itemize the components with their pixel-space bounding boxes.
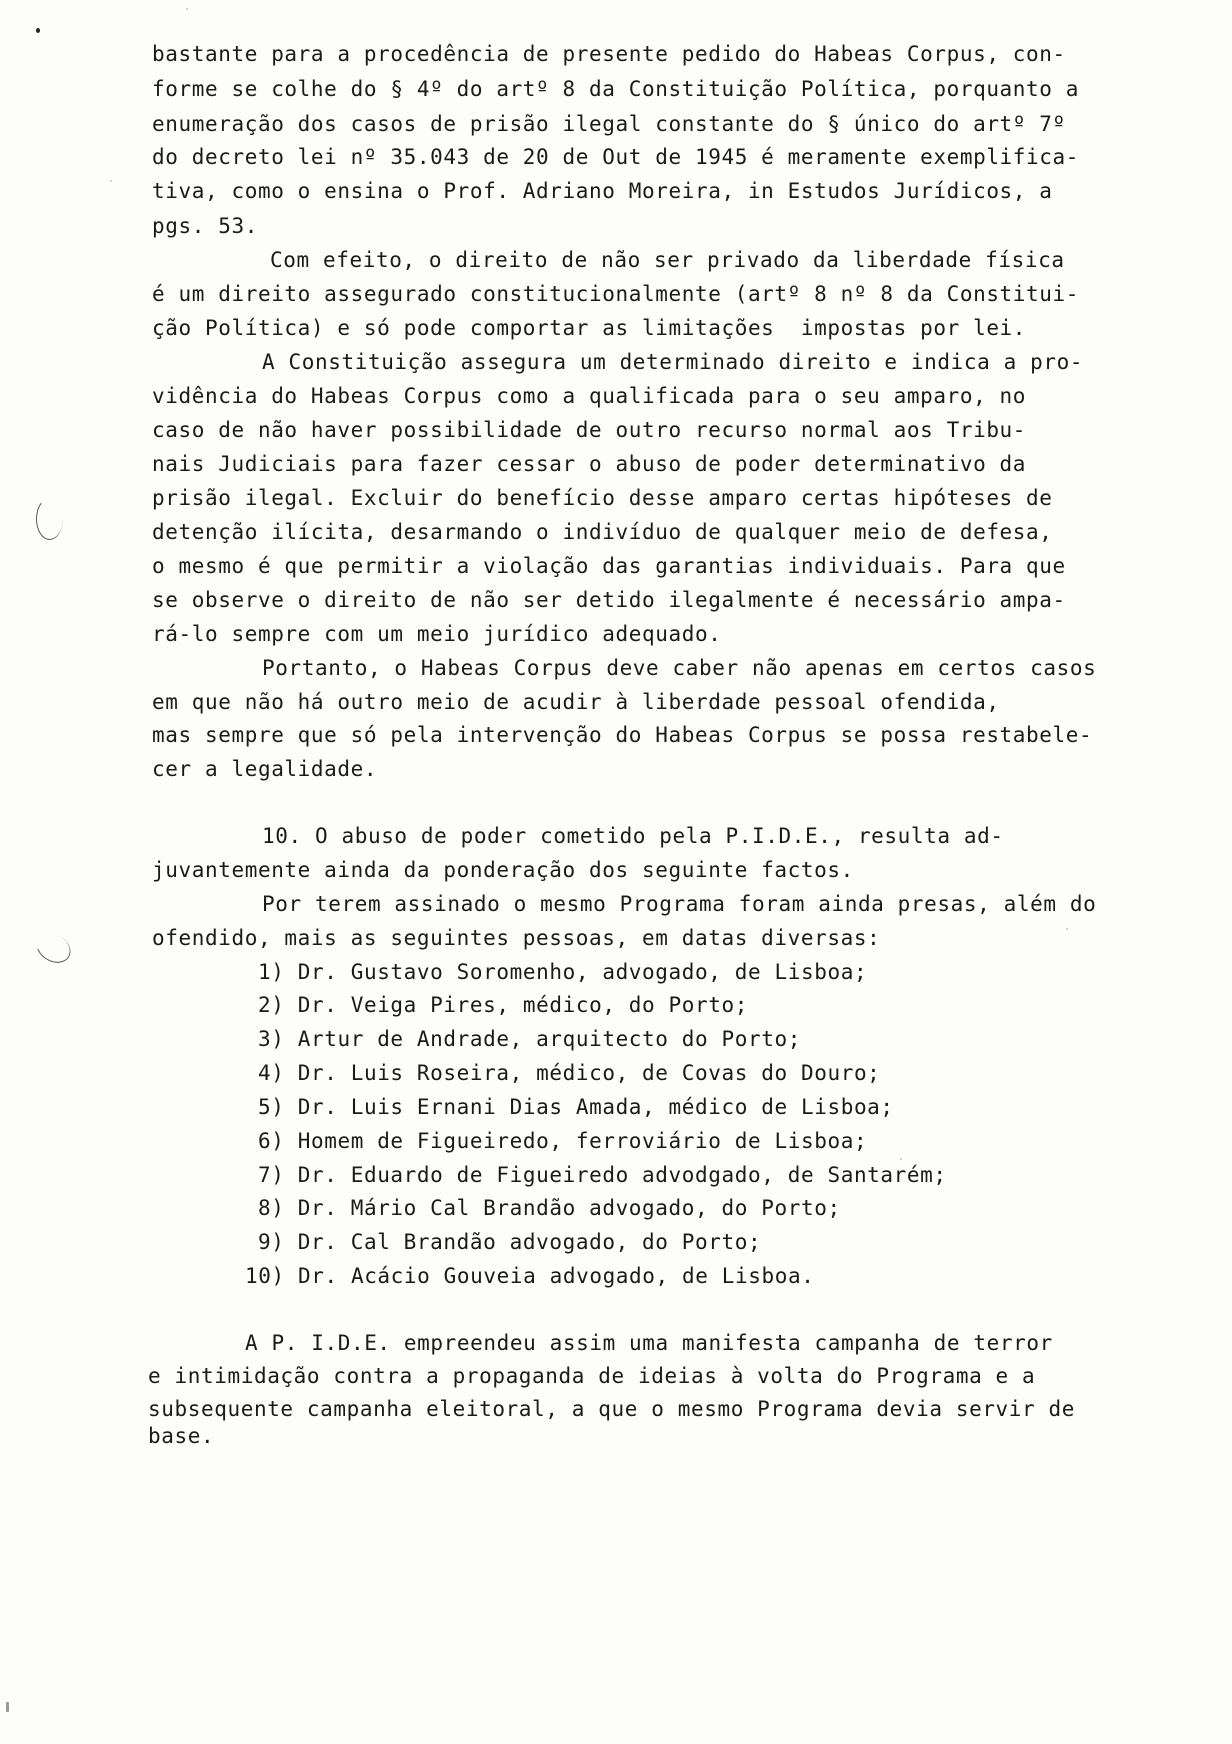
- paragraph-1-line-4: do decreto lei nº 35.043 de 20 de Out de 1945 é meramente exemplifica-: [152, 145, 1080, 169]
- person-list-item: 8) Dr. Mário Cal Brandão advogado, do Porto;: [258, 1196, 841, 1220]
- paragraph-6-line-4: base.: [148, 1424, 215, 1448]
- paragraph-5-line-2: ofendido, mais as seguintes pessoas, em datas diversas:: [152, 926, 881, 950]
- scan-speck: [1066, 928, 1068, 930]
- paragraph-6-line-3: subsequente campanha eleitoral, a que o mesmo Programa devia servir de: [148, 1397, 1076, 1421]
- paragraph-3-line-2: vidência do Habeas Corpus como a qualificada para o seu amparo, no: [152, 384, 1027, 408]
- paragraph-4-line-4: cer a legalidade.: [152, 757, 378, 781]
- paragraph-1-line-3: enumeração dos casos de prisão ilegal constante do § único do artº 7º: [152, 112, 1066, 136]
- scan-speck: [36, 28, 40, 33]
- paragraph-1-line-2: forme se colhe do § 4º do artº 8 da Constituição Política, porquanto a: [152, 77, 1080, 101]
- person-list-item: 9) Dr. Cal Brandão advogado, do Porto;: [258, 1230, 762, 1254]
- paragraph-3-line-7: o mesmo é que permitir a violação das garantias individuais. Para que: [152, 554, 1066, 578]
- person-list-item: 7) Dr. Eduardo de Figueiredo advodgado, de Santarém;: [258, 1163, 947, 1187]
- paragraph-1-line-5: tiva, como o ensina o Prof. Adriano Moreira, in Estudos Jurídicos, a: [152, 179, 1053, 203]
- punch-hole-mark: [36, 498, 63, 540]
- paragraph-2-line-2: é um direito assegurado constitucionalmente (artº 8 nº 8 da Constitui-: [152, 282, 1080, 306]
- person-list-item: 6) Homem de Figueiredo, ferroviário de Lisboa;: [258, 1129, 868, 1153]
- paragraph-4-line-1: Portanto, o Habeas Corpus deve caber não apenas em certos casos: [262, 656, 1097, 680]
- paragraph-3-line-3: caso de não haver possibilidade de outro recurso normal aos Tribu-: [152, 418, 1027, 442]
- paragraph-3-line-9: rá-lo sempre com um meio jurídico adequado.: [152, 622, 722, 646]
- scan-speck: [186, 8, 188, 10]
- person-list-item: 10) Dr. Acácio Gouveia advogado, de Lisboa.: [245, 1264, 815, 1288]
- scan-speck: [110, 180, 112, 182]
- paragraph-3-line-5: prisão ilegal. Excluir do benefício desse amparo certas hipóteses de: [152, 486, 1053, 510]
- section-10-line-1: 10. O abuso de poder cometido pela P.I.D.E., resulta ad-: [262, 824, 1004, 848]
- paragraph-3-line-8: se observe o direito de não ser detido ilegalmente é necessário ampa-: [152, 588, 1066, 612]
- paragraph-6-line-1: A P. I.D.E. empreendeu assim uma manifesta campanha de terror: [245, 1331, 1053, 1355]
- person-list-item: 3) Artur de Andrade, arquitecto do Porto;: [258, 1027, 801, 1051]
- person-list-item: 2) Dr. Veiga Pires, médico, do Porto;: [258, 993, 748, 1017]
- paragraph-3-line-1: A Constituição assegura um determinado direito e indica a pro-: [262, 350, 1084, 374]
- paragraph-2-line-1: Com efeito, o direito de não ser privado da liberdade física: [270, 248, 1065, 272]
- paragraph-1-line-6: pgs. 53.: [152, 214, 258, 238]
- person-list-item: 4) Dr. Luis Roseira, médico, de Covas do Douro;: [258, 1061, 881, 1085]
- scan-speck: [6, 1702, 9, 1712]
- paragraph-1-line-1: bastante para a procedência de presente pedido do Habeas Corpus, con-: [152, 42, 1066, 66]
- person-list-item: 5) Dr. Luis Ernani Dias Amada, médico de Lisboa;: [258, 1095, 894, 1119]
- paragraph-5-line-1: Por terem assinado o mesmo Programa foram ainda presas, além do: [262, 892, 1097, 916]
- paragraph-2-line-3: ção Política) e só pode comportar as limitações impostas por lei.: [152, 316, 1027, 340]
- person-list-item: 1) Dr. Gustavo Soromenho, advogado, de Lisboa;: [258, 960, 868, 984]
- paragraph-3-line-4: nais Judiciais para fazer cessar o abuso de poder determinativo da: [152, 452, 1027, 476]
- paragraph-6-line-2: e intimidação contra a propaganda de ideias à volta do Programa e a: [148, 1364, 1036, 1388]
- paragraph-3-line-6: detenção ilícita, desarmando o indivíduo de qualquer meio de defesa,: [152, 520, 1053, 544]
- paragraph-4-line-2: em que não há outro meio de acudir à liberdade pessoal ofendida,: [152, 690, 1000, 714]
- section-10-line-2: juvantemente ainda da ponderação dos seguinte factos.: [152, 858, 854, 882]
- paragraph-4-line-3: mas sempre que só pela intervenção do Habeas Corpus se possa restabele-: [152, 723, 1093, 747]
- punch-hole-mark: [31, 927, 76, 968]
- scan-speck: [900, 1158, 902, 1160]
